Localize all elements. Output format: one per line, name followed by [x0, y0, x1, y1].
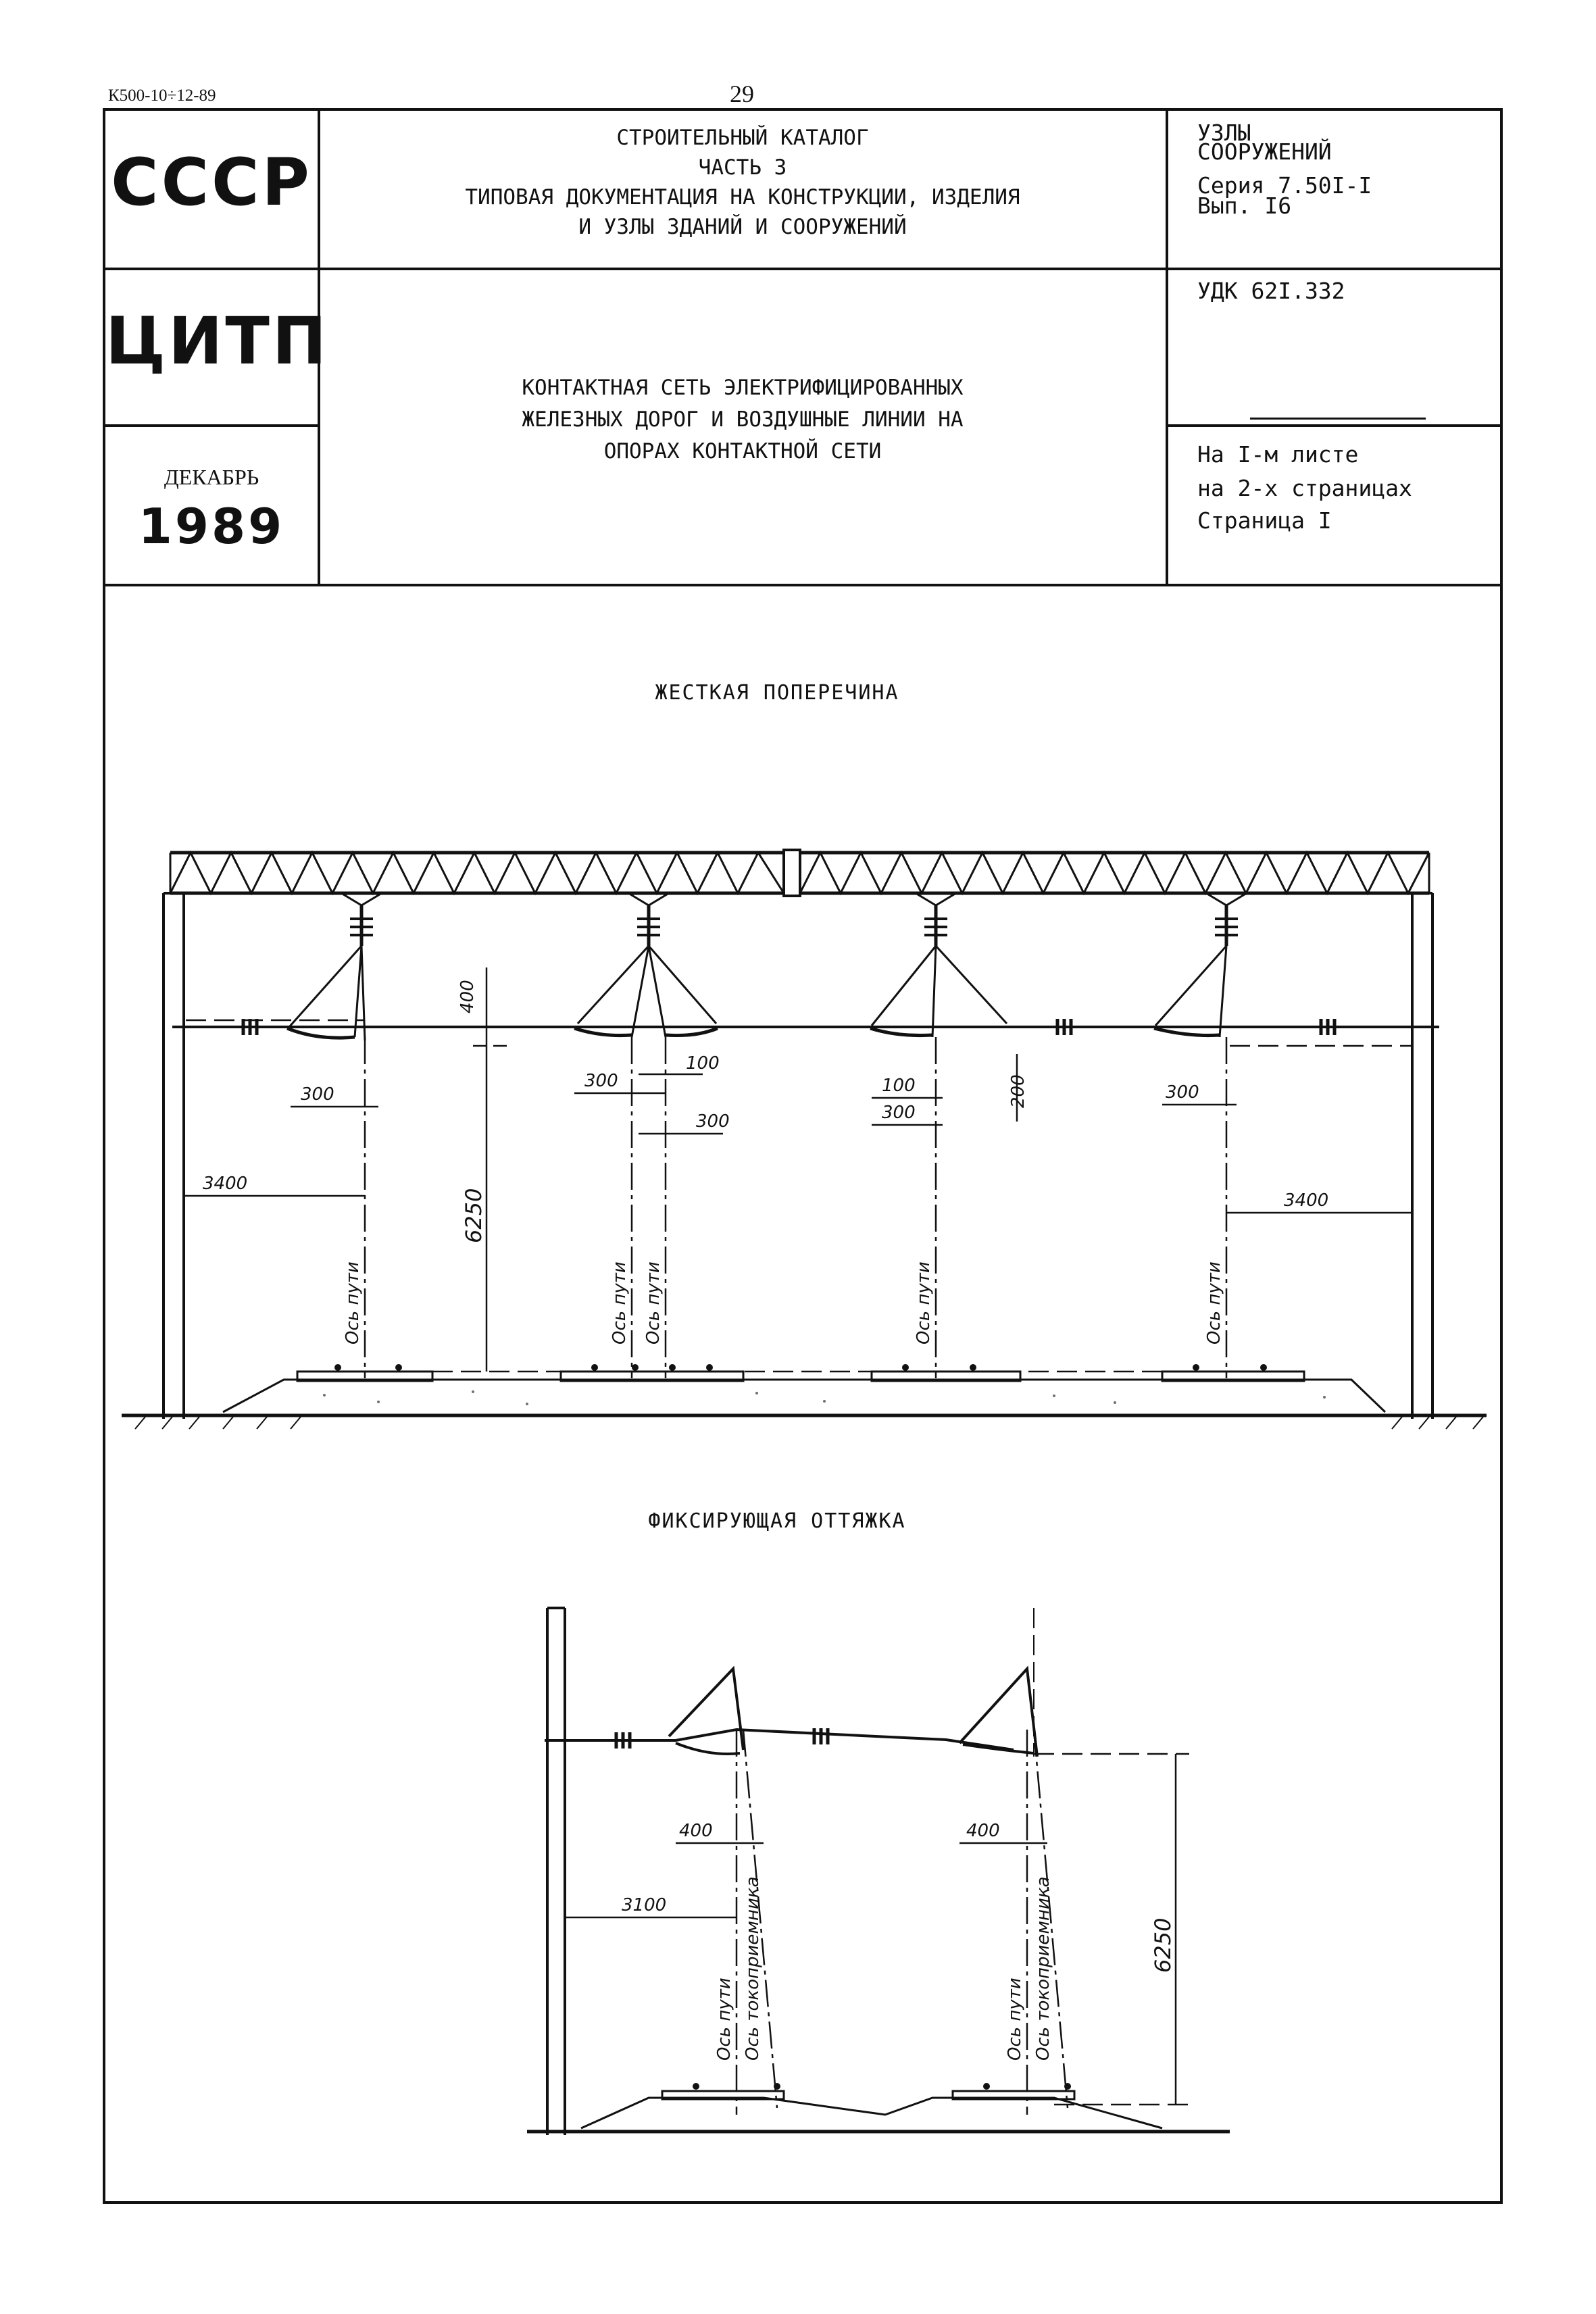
dim2-400-1: 400: [679, 1821, 713, 1841]
document-code: К500-10÷12-89: [108, 86, 216, 105]
track-axis-label-4: Ось пути: [914, 1261, 934, 1344]
track-axis-label-3: Ось пути: [643, 1261, 664, 1344]
ground-ballast: [122, 1364, 1487, 1429]
dim-200: 200: [1008, 1074, 1028, 1108]
truss: [170, 850, 1429, 896]
pole-2: [547, 1608, 565, 2135]
publish-year: 1989: [138, 498, 285, 555]
track-axis-lines: [365, 1037, 1226, 1378]
dim-6250: 6250: [461, 1188, 487, 1243]
page-number: 29: [730, 80, 754, 107]
hanger-2: [574, 893, 718, 1037]
section-line-2: СООРУЖЕНИЙ: [1197, 139, 1332, 165]
dim2-400-2: 400: [966, 1821, 1000, 1841]
dim-300-5: 300: [1166, 1082, 1199, 1103]
udk-label: УДК 62I.332: [1197, 278, 1345, 304]
collector-axis-label-2: Ось токоприемника: [1033, 1876, 1053, 2061]
dim-300-3: 300: [696, 1111, 730, 1132]
dim2-6250: 6250: [1150, 1917, 1176, 1973]
title-line-1: КОНТАКТНАЯ СЕТЬ ЭЛЕКТРИФИЦИРОВАННЫХ: [522, 376, 964, 400]
issue-label: Вып. I6: [1197, 193, 1292, 219]
dim-3400-right: 3400: [1284, 1190, 1329, 1211]
right-pole: [1412, 893, 1432, 1419]
sheet-info-line-1: На I-м листе: [1197, 441, 1359, 468]
catalog-line-3: ТИПОВАЯ ДОКУМЕНТАЦИЯ НА КОНСТРУКЦИИ, ИЗДЕЛИЯ: [465, 185, 1020, 209]
track-axis-label-1: Ось пути: [343, 1261, 363, 1344]
dim-400: 400: [457, 980, 478, 1013]
track-axis-label-5: Ось пути: [1204, 1261, 1224, 1344]
publish-month: ДЕКАБРЬ: [164, 465, 259, 489]
dim-100-1: 100: [686, 1053, 720, 1074]
dim-100-2: 100: [882, 1076, 916, 1096]
collector-axis-label-1: Ось токоприемника: [743, 1876, 763, 2061]
hanger-3: [870, 893, 1007, 1037]
series-label: Серия 7.50I-I: [1197, 172, 1372, 199]
dim-3400-left: 3400: [203, 1174, 248, 1194]
org-label: ЦИТП: [105, 303, 330, 379]
title-line-3: ОПОРАХ КОНТАКТНОЙ СЕТИ: [603, 439, 882, 463]
track-axis-label-2: Ось пути: [609, 1261, 630, 1344]
sheet-info-line-2: на 2-х страницах: [1197, 475, 1412, 501]
left-pole: [164, 893, 184, 1419]
dim2-3100: 3100: [622, 1895, 667, 1915]
dim-300-4: 300: [882, 1103, 916, 1123]
dim-300-2: 300: [584, 1071, 618, 1091]
drawing2-caption: ФИКСИРУЮЩАЯ ОТТЯЖКА: [648, 1509, 906, 1533]
catalog-line-4: И УЗЛЫ ЗДАНИЙ И СООРУЖЕНИЙ: [578, 215, 907, 239]
title-line-2: ЖЕЛЕЗНЫХ ДОРОГ И ВОЗДУШНЫЕ ЛИНИИ НА: [522, 407, 964, 432]
sheet-info-line-3: Страница I: [1197, 507, 1332, 534]
dim-300-1: 300: [301, 1084, 334, 1105]
drawing2-fixing-stay: [527, 1608, 1230, 2135]
drawing1-caption: ЖЕСТКАЯ ПОПЕРЕЧИНА: [655, 681, 899, 705]
hanger-4: [1154, 893, 1247, 1037]
catalog-line-1: СТРОИТЕЛЬНЫЙ КАТАЛОГ: [616, 126, 869, 150]
track-axis-label-7: Ось пути: [1005, 1978, 1025, 2061]
track-axis-label-6: Ось пути: [714, 1978, 734, 2061]
section-line-1: УЗЛЫ: [1197, 120, 1251, 146]
catalog-line-2: ЧАСТЬ 3: [698, 155, 787, 180]
hanger-1: [287, 893, 382, 1040]
country-label: СССР: [111, 145, 312, 220]
